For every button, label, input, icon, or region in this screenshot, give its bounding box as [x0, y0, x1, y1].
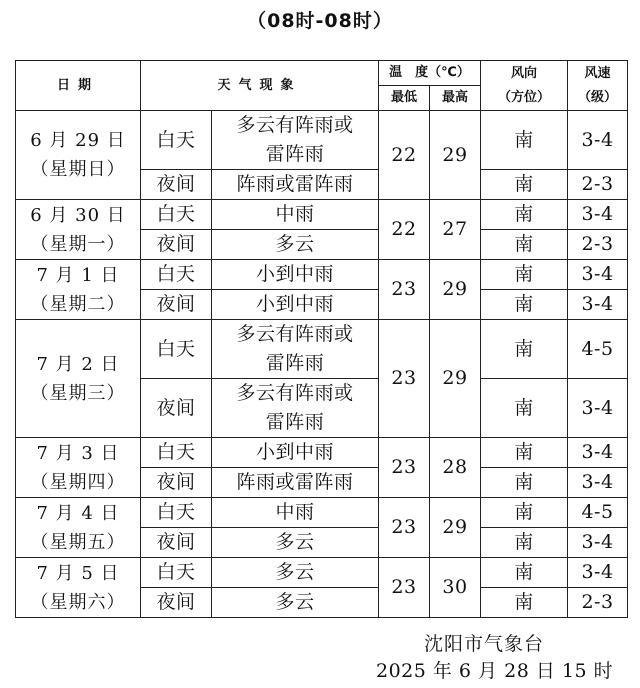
wind-direction-cell: 南 — [481, 320, 568, 379]
weekday-label: （星期六） — [30, 591, 126, 613]
wind-speed-cell: 3-4 — [568, 290, 628, 320]
period-label: 夜间 — [141, 468, 212, 498]
date-label: 6 月 30 日 — [30, 204, 126, 226]
date-cell — [16, 498, 141, 558]
wind-direction-cell: 南 — [481, 170, 568, 200]
wind-direction-cell: 南 — [481, 230, 568, 260]
weather-text: 小到中雨 — [256, 293, 335, 315]
period-label: 夜间 — [141, 290, 212, 320]
weather-cell — [212, 438, 379, 468]
wind-direction-cell: 南 — [481, 588, 568, 618]
wind-direction-cell: 南 — [481, 438, 568, 468]
date-label: 7 月 5 日 — [36, 562, 120, 584]
weather-text: 中雨 — [275, 203, 315, 225]
period-label: 白天 — [141, 200, 212, 230]
weather-text: 阵雨或雷阵雨 — [236, 173, 354, 195]
weekday-label: （星期三） — [30, 382, 126, 404]
forecast-row — [16, 320, 628, 379]
header-temp-max: 最高 — [430, 86, 481, 111]
weather-text: 小到中雨 — [256, 441, 335, 463]
weekday-label: （星期日） — [30, 159, 126, 180]
header-temp-min: 最低 — [379, 86, 430, 111]
temp-max-cell: 30 — [430, 558, 481, 618]
weather-text: 多云有阵雨或 — [236, 114, 354, 136]
weather-cell — [212, 498, 379, 528]
weather-text: 多云 — [275, 591, 315, 613]
temp-min-cell: 23 — [379, 260, 430, 320]
wind-direction-cell: 南 — [481, 200, 568, 230]
weekday-label: （星期五） — [30, 531, 126, 553]
wind-direction-cell: 南 — [481, 379, 568, 438]
forecast-row — [16, 438, 628, 468]
weather-cell — [212, 379, 379, 438]
wind-speed-cell: 4-5 — [568, 498, 628, 528]
weather-cell — [212, 111, 379, 170]
weather-text: 阵雨或雷阵雨 — [236, 471, 354, 493]
wind-direction-cell: 南 — [481, 260, 568, 290]
header-weather: 天气现象 — [141, 61, 379, 111]
period-label: 夜间 — [141, 528, 212, 558]
period-label: 白天 — [141, 320, 212, 379]
date-cell — [16, 111, 141, 200]
forecast-row — [16, 558, 628, 588]
period-label: 白天 — [141, 498, 212, 528]
date-label: 7 月 4 日 — [36, 502, 120, 524]
wind-speed-cell: 3-4 — [568, 528, 628, 558]
wind-speed-cell: 3-4 — [568, 200, 628, 230]
wind-direction-cell: 南 — [481, 498, 568, 528]
wind-speed-cell: 3-4 — [568, 468, 628, 498]
weather-text: 多云有阵雨或 — [236, 323, 354, 345]
temp-min-cell: 23 — [379, 498, 430, 558]
date-label: 7 月 2 日 — [36, 353, 120, 375]
weekday-label: （星期四） — [30, 471, 126, 493]
weather-text: 多云 — [275, 233, 315, 255]
weather-cell — [212, 260, 379, 290]
date-cell — [16, 558, 141, 618]
issuing-office: 沈阳市气象台 — [424, 633, 545, 655]
temp-min-cell: 22 — [379, 200, 430, 260]
period-label: 夜间 — [141, 170, 212, 200]
temp-min-cell: 22 — [379, 111, 430, 200]
weather-cell — [212, 290, 379, 320]
period-label: 夜间 — [141, 230, 212, 260]
wind-speed-cell: 3-4 — [568, 438, 628, 468]
header-wind-speed-line2: （级） — [578, 89, 618, 105]
header-row-1 — [16, 61, 628, 86]
issue-time: 2025 年 6 月 28 日 15 时 — [376, 660, 614, 682]
period-label: 夜间 — [141, 588, 212, 618]
temp-min-cell: 23 — [379, 558, 430, 618]
weather-text: 雷阵雨 — [265, 352, 325, 374]
wind-direction-cell: 南 — [481, 468, 568, 498]
header-wind-direction — [481, 61, 568, 111]
weather-text: 多云有阵雨或 — [236, 382, 354, 404]
temp-max-cell: 29 — [430, 320, 481, 438]
date-label: 7 月 3 日 — [36, 442, 120, 464]
weather-text: 多云 — [275, 561, 315, 583]
date-label: 7 月 1 日 — [36, 264, 120, 286]
date-cell — [16, 320, 141, 438]
header-wind-direction-line1: 风向 — [511, 65, 538, 81]
weather-text: 多云 — [275, 531, 315, 553]
wind-direction-cell: 南 — [481, 111, 568, 170]
wind-direction-cell: 南 — [481, 528, 568, 558]
header-temperature: 温 度（℃） — [379, 61, 481, 86]
weather-cell — [212, 200, 379, 230]
date-cell — [16, 200, 141, 260]
weather-text: 小到中雨 — [256, 263, 335, 285]
wind-speed-cell: 3-4 — [568, 379, 628, 438]
temp-max-cell: 27 — [430, 200, 481, 260]
period-label: 白天 — [141, 111, 212, 170]
weather-cell — [212, 230, 379, 260]
weather-cell — [212, 588, 379, 618]
temp-max-cell: 29 — [430, 260, 481, 320]
header-wind-speed-line1: 风速 — [584, 65, 611, 81]
forecast-table — [15, 60, 628, 618]
forecast-row — [16, 200, 628, 230]
weekday-label: （星期二） — [30, 293, 126, 315]
header-date: 日期 — [16, 61, 141, 111]
date-cell — [16, 438, 141, 498]
temp-min-cell: 23 — [379, 438, 430, 498]
forecast-row — [16, 498, 628, 528]
forecast-subtitle: （08时-08时） — [247, 10, 393, 32]
wind-direction-cell: 南 — [481, 290, 568, 320]
wind-speed-cell: 3-4 — [568, 558, 628, 588]
weather-cell — [212, 320, 379, 379]
header-wind-speed — [568, 61, 628, 111]
wind-speed-cell: 3-4 — [568, 260, 628, 290]
wind-speed-cell: 2-3 — [568, 230, 628, 260]
wind-speed-cell: 4-5 — [568, 320, 628, 379]
temp-max-cell: 28 — [430, 438, 481, 498]
wind-speed-cell: 3-4 — [568, 111, 628, 170]
forecast-body — [16, 111, 628, 618]
period-label: 白天 — [141, 438, 212, 468]
date-label: 6 月 29 日 — [30, 130, 126, 151]
weather-text: 中雨 — [275, 501, 315, 523]
period-label: 白天 — [141, 558, 212, 588]
temp-max-cell: 29 — [430, 111, 481, 200]
period-label: 白天 — [141, 260, 212, 290]
temp-max-cell: 29 — [430, 498, 481, 558]
temp-min-cell: 23 — [379, 320, 430, 438]
forecast-row — [16, 111, 628, 170]
wind-speed-cell: 2-3 — [568, 588, 628, 618]
weather-cell — [212, 170, 379, 200]
header-wind-direction-line2: （方位） — [498, 89, 551, 105]
weather-text: 雷阵雨 — [265, 143, 325, 165]
weather-cell — [212, 468, 379, 498]
weekday-label: （星期一） — [30, 233, 126, 255]
weather-cell — [212, 528, 379, 558]
weather-text: 雷阵雨 — [265, 411, 325, 433]
forecast-row — [16, 260, 628, 290]
date-cell — [16, 260, 141, 320]
wind-speed-cell: 2-3 — [568, 170, 628, 200]
wind-direction-cell: 南 — [481, 558, 568, 588]
weather-cell — [212, 558, 379, 588]
period-label: 夜间 — [141, 379, 212, 438]
